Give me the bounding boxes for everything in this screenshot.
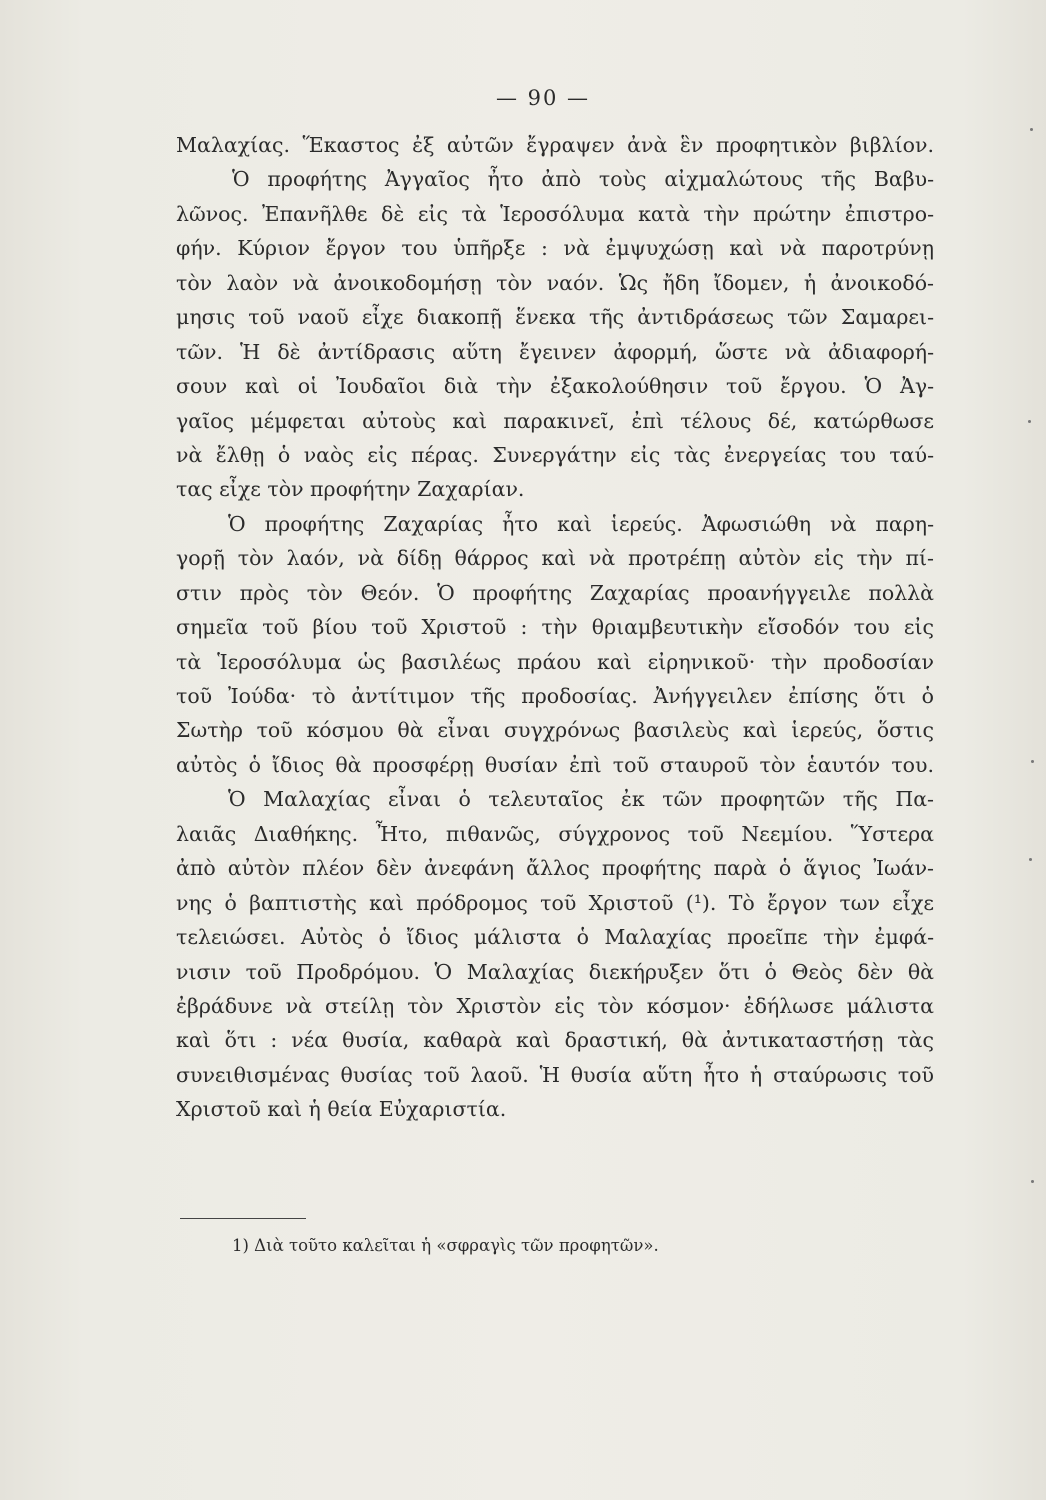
text-line: λαιᾶς Διαθήκης. Ἦτο, πιθανῶς, σύγχρονος τοῦ Νεεμίου. Ὕστερα	[176, 821, 934, 846]
paper-speck	[1030, 128, 1033, 131]
text-line: τῶν. Ἡ δὲ ἀντίδρασις αὕτη ἔγεινεν ἀφορμή, ὥστε νὰ ἀδιαφορή-	[176, 339, 934, 364]
text-line: γορῇ τὸν λαόν, νὰ δίδῃ θάρρος καὶ νὰ προτρέπῃ αὐτὸν εἰς τὴν πί-	[176, 546, 934, 571]
paper-speck	[1028, 420, 1031, 423]
text-line: μησις τοῦ ναοῦ εἶχε διακοπῇ ἕνεκα τῆς ἀντιδράσεως τῶν Σαμαρει-	[176, 305, 934, 330]
text-line: νης ὁ βαπτιστὴς καὶ πρόδρομος τοῦ Χριστοῦ (¹). Τὸ ἔργον των εἶχε	[176, 890, 934, 915]
text-line: λῶνος. Ἐπανῆλθε δὲ εἰς τὰ Ἱεροσόλυμα κατὰ τὴν πρώτην ἐπιστρο-	[176, 201, 934, 226]
paper-speck	[1031, 1180, 1034, 1183]
text-line: τὸν λαὸν νὰ ἀνοικοδομήσῃ τὸν ναόν. Ὡς ἤδη ἴδομεν, ἡ ἀνοικοδό-	[176, 270, 934, 295]
text-line: τας εἶχε τὸν προφήτην Ζαχαρίαν.	[176, 477, 525, 502]
text-line: Ὁ προφήτης Ἀγγαῖος ἦτο ἀπὸ τοὺς αἰχμαλώτους τῆς Βαβυ-	[232, 167, 934, 192]
text-line: τὰ Ἱεροσόλυμα ὡς βασιλέως πράου καὶ εἰρηνικοῦ· τὴν προδοσίαν	[176, 649, 934, 674]
text-line: γαῖος μέμφεται αὐτοὺς καὶ παρακινεῖ, ἐπὶ τέλους δέ, κατώρθωσε	[176, 408, 934, 433]
text-line: στιν πρὸς τὸν Θεόν. Ὁ προφήτης Ζαχαρίας προανήγγειλε πολλὰ	[176, 580, 934, 605]
text-line: φήν. Κύριον ἔργον του ὑπῆρξε : νὰ ἐμψυχώσῃ καὶ νὰ παροτρύνῃ	[176, 236, 934, 261]
text-line: ἐβράδυνε νὰ στείλῃ τὸν Χριστὸν εἰς τὸν κόσμον· ἐδήλωσε μάλιστα	[176, 993, 934, 1018]
text-line: τελειώσει. Αὐτὸς ὁ ἴδιος μάλιστα ὁ Μαλαχίας προεῖπε τὴν ἐμφά-	[176, 925, 934, 950]
paper-speck	[1031, 760, 1034, 763]
paper-speck	[1029, 858, 1032, 861]
text-line: τοῦ Ἰούδα· τὸ ἀντίτιμον τῆς προδοσίας. Ἀνήγγειλεν ἐπίσης ὅτι ὁ	[176, 684, 934, 708]
text-line: Χριστοῦ καὶ ἡ θεία Εὐχαριστία.	[176, 1097, 507, 1122]
text-line: νισιν τοῦ Προδρόμου. Ὁ Μαλαχίας διεκήρυξεν ὅτι ὁ Θεὸς δὲν θὰ	[176, 959, 934, 984]
footnote-divider	[180, 1218, 306, 1219]
text-line: συνειθισμένας θυσίας τοῦ λαοῦ. Ἡ θυσία αὕτη ἦτο ἡ σταύρωσις τοῦ	[176, 1062, 934, 1087]
text-line: αὐτὸς ὁ ἴδιος θὰ προσφέρῃ θυσίαν ἐπὶ τοῦ σταυροῦ τὸν ἑαυτόν του.	[176, 752, 934, 777]
text-line: καὶ ὅτι : νέα θυσία, καθαρὰ καὶ δραστική, θὰ ἀντικαταστήσῃ τὰς	[176, 1028, 934, 1053]
text-line: νὰ ἔλθῃ ὁ ναὸς εἰς πέρας. Συνεργάτην εἰς τὰς ἐνεργείας του ταύ-	[176, 442, 934, 467]
page-number: — 90 —	[495, 86, 591, 110]
footnote: 1) Διὰ τοῦτο καλεῖται ἡ «σφραγὶς τῶν προφητῶν».	[232, 1236, 659, 1255]
text-line: σημεῖα τοῦ βίου τοῦ Χριστοῦ : τὴν θριαμβευτικὴν εἴσοδόν του εἰς	[176, 615, 934, 640]
text-line: σουν καὶ οἱ Ἰουδαῖοι διὰ τὴν ἐξακολούθησιν τοῦ ἔργου. Ὁ Ἀγ-	[176, 374, 934, 399]
text-line: ἀπὸ αὐτὸν πλέον δὲν ἀνεφάνη ἄλλος προφήτης παρὰ ὁ ἅγιος Ἰωάν-	[176, 856, 934, 881]
text-line: Σωτὴρ τοῦ κόσμου θὰ εἶναι συγχρόνως βασιλεὺς καὶ ἱερεύς, ὅστις	[176, 718, 934, 743]
text-line: Ὁ Μαλαχίας εἶναι ὁ τελευταῖος ἐκ τῶν προφητῶν τῆς Πα-	[228, 787, 934, 812]
text-line: Μαλαχίας. Ἕκαστος ἐξ αὐτῶν ἔγραψεν ἀνὰ ἓν προφητικὸν βιβλίον.	[176, 133, 934, 157]
body-text	[176, 128, 934, 1127]
text-line: Ὁ προφήτης Ζαχαρίας ἦτο καὶ ἱερεύς. Ἀφωσιώθη νὰ παρη-	[228, 511, 934, 536]
